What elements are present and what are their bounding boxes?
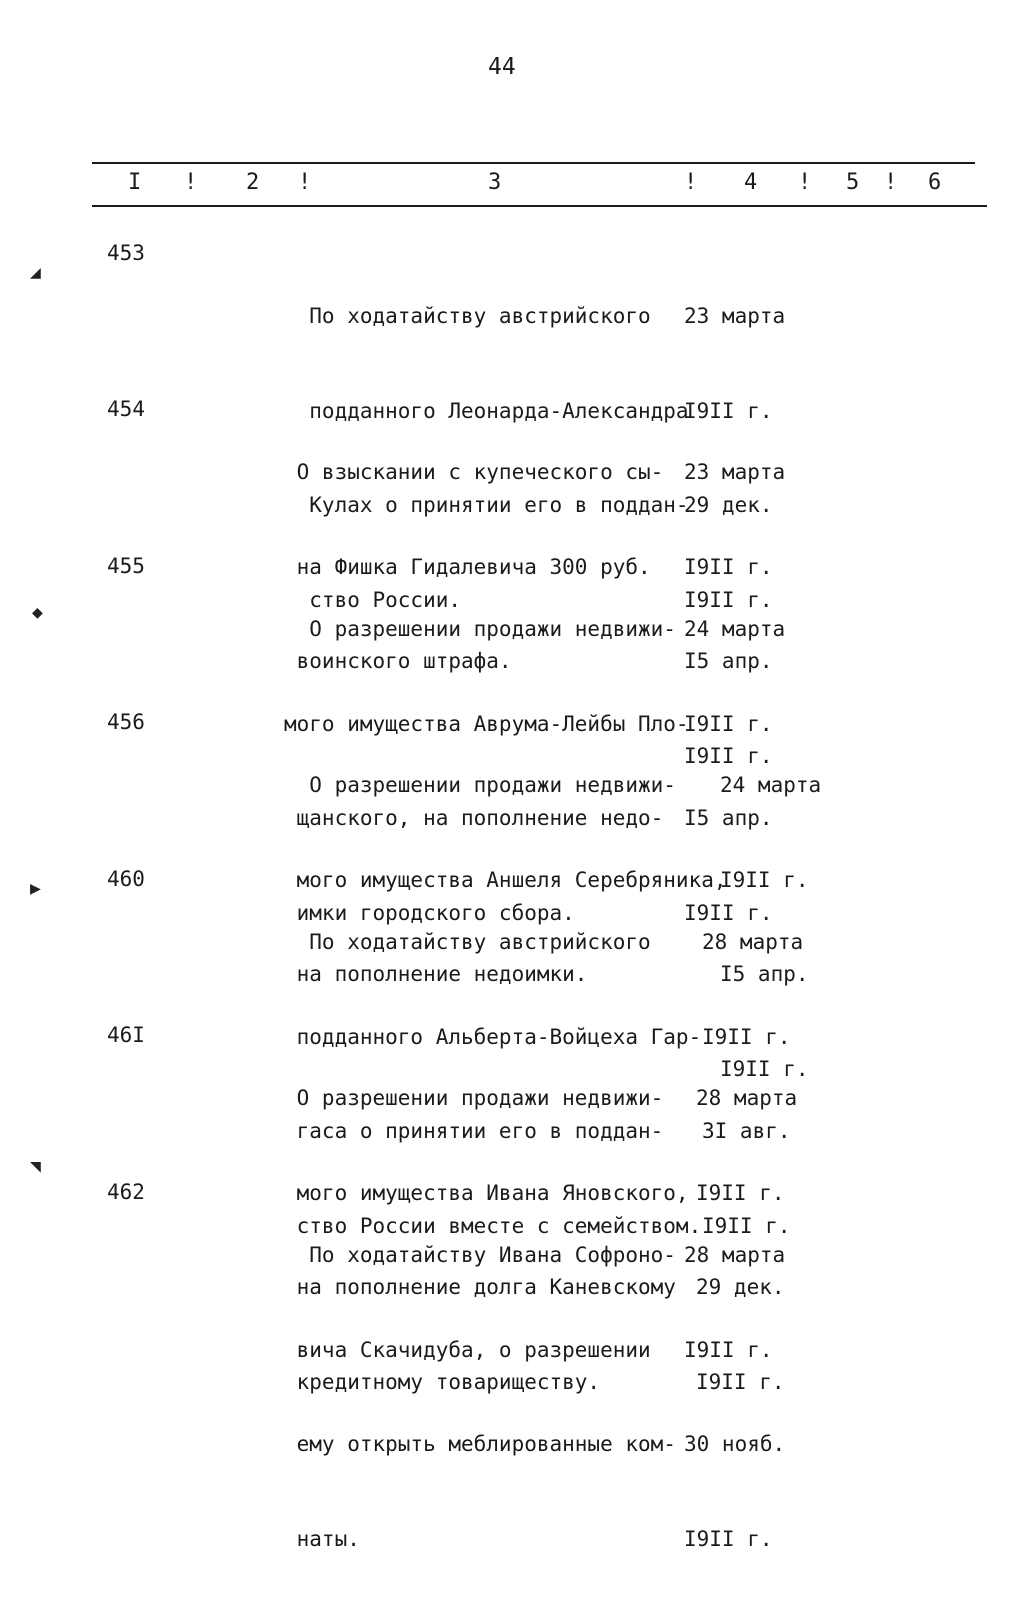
entry-number: 456	[107, 710, 145, 734]
description-line: мого имущества Аншеля Серебряника,	[284, 867, 727, 892]
header-separator: !	[798, 170, 812, 195]
header-separator: !	[884, 170, 898, 195]
end-date: I5 апр.	[720, 962, 809, 986]
description-line: ство России вместе с семейством.	[284, 1213, 702, 1238]
start-date: 23 марта	[684, 460, 786, 484]
description-line: По ходатайству Ивана Софроно-	[284, 1243, 676, 1267]
description-line: подданного Леонарда-Александра	[284, 398, 689, 423]
entry-number: 46I	[107, 1023, 145, 1047]
description-line: имки городского сбора.	[284, 900, 575, 925]
end-year: I9II г.	[684, 587, 773, 612]
entry-number: 453	[107, 241, 145, 265]
end-date: 29 дек.	[684, 493, 773, 517]
header-col-2: 2	[246, 170, 260, 195]
header-col-1: I	[128, 170, 142, 195]
entry-number: 462	[107, 1180, 145, 1204]
page-number: 44	[488, 54, 516, 80]
start-year: I9II г.	[720, 867, 809, 892]
start-date: 23 марта	[684, 304, 786, 328]
entry-description	[284, 1177, 702, 1618]
start-date: 24 марта	[684, 617, 786, 641]
entry-number: 454	[107, 397, 145, 421]
end-year: I9II г.	[702, 1213, 791, 1238]
end-year: I9II г.	[720, 1056, 809, 1081]
description-line: подданного Альберта-Войцеха Гар-	[284, 1024, 702, 1049]
description-line: гаса о принятии его в поддан-	[284, 1119, 664, 1143]
description-line: О разрешении продажи недвижи-	[284, 1086, 664, 1110]
start-year: I9II г.	[696, 1180, 785, 1205]
header-separator: !	[684, 170, 698, 195]
header-separator: !	[298, 170, 312, 195]
end-date: I5 апр.	[684, 806, 773, 830]
header-col-3: 3	[488, 170, 502, 195]
end-date: 29 дек.	[696, 1275, 785, 1299]
end-date: I5 апр.	[684, 649, 773, 673]
description-line: Кулах о принятии его в поддан-	[284, 493, 689, 517]
end-year: I9II г.	[696, 1369, 785, 1394]
description-line: воинского штрафа.	[284, 649, 512, 673]
description-line: наты.	[284, 1526, 360, 1551]
entry-dates	[684, 1177, 834, 1618]
end-year: I9II г.	[684, 743, 773, 768]
description-line: мого имущества Аврума-Лейбы Пло-	[284, 711, 689, 736]
entry-number: 460	[107, 867, 145, 891]
end-year: I9II г.	[684, 900, 773, 925]
description-line: щанского, на пополнение недо-	[284, 806, 664, 830]
start-date: 28 марта	[684, 1243, 786, 1267]
description-line: ство России.	[284, 587, 462, 612]
start-date: 28 марта	[702, 930, 804, 954]
start-date: 24 марта	[720, 773, 822, 797]
end-date: 3I авг.	[702, 1119, 791, 1143]
binding-hole-mark: ◥	[30, 1156, 41, 1177]
description-line: По ходатайству австрийского	[284, 304, 651, 328]
header-top-rule	[92, 162, 975, 164]
header-separator: !	[184, 170, 198, 195]
description-line: на пополнение долга Каневскому	[284, 1275, 676, 1299]
binding-hole-mark: ◢	[30, 262, 41, 283]
entry-number: 455	[107, 554, 145, 578]
description-line: кредитному товариществу.	[284, 1369, 601, 1394]
header-col-5: 5	[846, 170, 860, 195]
description-line: О разрешении продажи недвижи-	[284, 617, 676, 641]
start-year: I9II г.	[684, 398, 773, 423]
header-col-4: 4	[744, 170, 758, 195]
description-line: на пополнение недоимки.	[284, 962, 588, 986]
end-year: I9II г.	[684, 1526, 773, 1551]
binding-hole-mark: ▶	[30, 878, 41, 899]
binding-hole-mark: ◆	[32, 602, 43, 623]
header-col-6: 6	[928, 170, 942, 195]
description-line: мого имущества Ивана Яновского,	[284, 1180, 689, 1205]
description-line: О разрешении продажи недвижи-	[284, 773, 676, 797]
start-date: 28 марта	[696, 1086, 798, 1110]
start-year: I9II г.	[684, 711, 773, 736]
start-year: I9II г.	[702, 1024, 791, 1049]
description-line: По ходатайству австрийского	[284, 930, 651, 954]
start-year: I9II г.	[684, 1337, 773, 1362]
description-line: на Фишка Гидалевича 300 руб.	[284, 554, 651, 579]
header-bottom-rule	[92, 205, 987, 207]
end-date: 30 нояб.	[684, 1432, 786, 1456]
start-year: I9II г.	[684, 554, 773, 579]
description-line: вича Скачидуба, о разрешении	[284, 1337, 651, 1362]
description-line: О взыскании с купеческого сы-	[284, 460, 664, 484]
description-line: ему открыть меблированные ком-	[284, 1432, 676, 1456]
